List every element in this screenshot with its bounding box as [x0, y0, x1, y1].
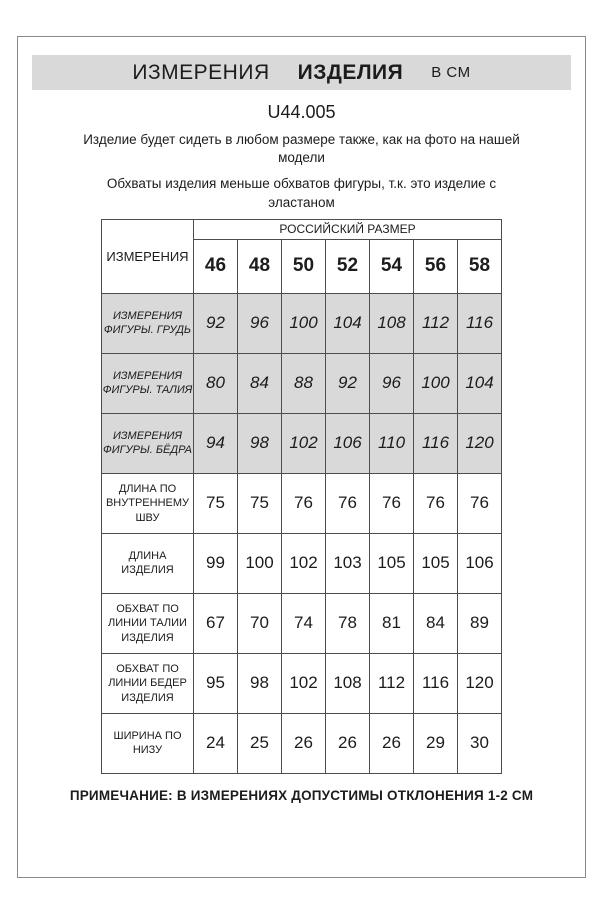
value-cell: 112	[370, 653, 414, 713]
value-cell: 75	[238, 473, 282, 533]
value-cell: 76	[326, 473, 370, 533]
value-cell: 102	[282, 533, 326, 593]
value-cell: 88	[282, 353, 326, 413]
value-cell: 75	[194, 473, 238, 533]
value-cell: 102	[282, 413, 326, 473]
value-cell: 89	[458, 593, 502, 653]
value-cell: 105	[414, 533, 458, 593]
value-cell: 26	[326, 713, 370, 773]
value-cell: 112	[414, 293, 458, 353]
row-label: ИЗМЕРЕНИЯ ФИГУРЫ. ТАЛИЯ	[102, 353, 194, 413]
value-cell: 92	[194, 293, 238, 353]
size-header-cell: 56	[414, 239, 458, 293]
value-cell: 96	[238, 293, 282, 353]
row-label: ШИРИНА ПО НИЗУ	[102, 713, 194, 773]
value-cell: 67	[194, 593, 238, 653]
row-label: ИЗМЕРЕНИЯ ФИГУРЫ. БЁДРА	[102, 413, 194, 473]
size-header-cell: 58	[458, 239, 502, 293]
row-label: ОБХВАТ ПО ЛИНИИ БЕДЕР ИЗДЕЛИЯ	[102, 653, 194, 713]
value-cell: 105	[370, 533, 414, 593]
value-cell: 120	[458, 413, 502, 473]
table-row	[102, 533, 502, 593]
table-row	[102, 353, 502, 413]
product-code: U44.005	[267, 102, 336, 122]
value-cell: 100	[414, 353, 458, 413]
value-cell: 78	[326, 593, 370, 653]
value-cell: 30	[458, 713, 502, 773]
value-cell: 116	[414, 413, 458, 473]
table-row	[102, 593, 502, 653]
value-cell: 110	[370, 413, 414, 473]
footnote: ПРИМЕЧАНИЕ: В ИЗМЕРЕНИЯХ ДОПУСТИМЫ ОТКЛОНЕНИЯ 1-2 СМ	[69, 787, 534, 803]
value-cell: 100	[282, 293, 326, 353]
value-cell: 92	[326, 353, 370, 413]
value-cell: 95	[194, 653, 238, 713]
stretch-note: Обхваты изделия меньше обхватов фигуры, т.к. это изделие с эластаном	[106, 176, 497, 210]
value-cell: 76	[414, 473, 458, 533]
value-cell: 102	[282, 653, 326, 713]
title-unit: В СМ	[431, 64, 471, 81]
value-cell: 74	[282, 593, 326, 653]
value-cell: 94	[194, 413, 238, 473]
table-row	[102, 413, 502, 473]
table-row	[102, 713, 502, 773]
size-header-cell: 54	[370, 239, 414, 293]
group-header-row	[102, 219, 502, 239]
value-cell: 106	[458, 533, 502, 593]
table-row	[102, 473, 502, 533]
value-cell: 76	[370, 473, 414, 533]
row-label: ДЛИНА ИЗДЕЛИЯ	[102, 533, 194, 593]
value-cell: 100	[238, 533, 282, 593]
group-header: РОССИЙСКИЙ РАЗМЕР	[194, 219, 502, 239]
fit-note: Изделие будет сидеть в любом размере также, как на фото на нашей модели	[83, 132, 520, 166]
title-banner	[32, 55, 571, 90]
value-cell: 116	[414, 653, 458, 713]
value-cell: 26	[370, 713, 414, 773]
value-cell: 104	[458, 353, 502, 413]
value-cell: 24	[194, 713, 238, 773]
value-cell: 25	[238, 713, 282, 773]
corner-label: ИЗМЕРЕНИЯ	[102, 219, 194, 293]
size-table-head	[102, 219, 502, 293]
value-cell: 120	[458, 653, 502, 713]
size-header-cell: 48	[238, 239, 282, 293]
value-cell: 108	[370, 293, 414, 353]
value-cell: 106	[326, 413, 370, 473]
value-cell: 26	[282, 713, 326, 773]
value-cell: 76	[282, 473, 326, 533]
value-cell: 98	[238, 413, 282, 473]
page-frame	[17, 36, 586, 878]
value-cell: 104	[326, 293, 370, 353]
value-cell: 108	[326, 653, 370, 713]
value-cell: 103	[326, 533, 370, 593]
size-table-body	[102, 293, 502, 773]
value-cell: 116	[458, 293, 502, 353]
value-cell: 76	[458, 473, 502, 533]
row-label: ОБХВАТ ПО ЛИНИИ ТАЛИИ ИЗДЕЛИЯ	[102, 593, 194, 653]
value-cell: 99	[194, 533, 238, 593]
row-label: ДЛИНА ПО ВНУТРЕННЕМУ ШВУ	[102, 473, 194, 533]
size-header-cell: 46	[194, 239, 238, 293]
value-cell: 98	[238, 653, 282, 713]
title-product: ИЗДЕЛИЯ	[297, 60, 404, 84]
value-cell: 84	[414, 593, 458, 653]
value-cell: 80	[194, 353, 238, 413]
table-row	[102, 653, 502, 713]
row-label: ИЗМЕРЕНИЯ ФИГУРЫ. ГРУДЬ	[102, 293, 194, 353]
value-cell: 29	[414, 713, 458, 773]
value-cell: 96	[370, 353, 414, 413]
value-cell: 84	[238, 353, 282, 413]
title-measurements: ИЗМЕРЕНИЯ	[132, 60, 270, 84]
value-cell: 81	[370, 593, 414, 653]
size-table	[101, 219, 502, 774]
value-cell: 70	[238, 593, 282, 653]
size-header-cell: 52	[326, 239, 370, 293]
table-row	[102, 293, 502, 353]
size-header-cell: 50	[282, 239, 326, 293]
